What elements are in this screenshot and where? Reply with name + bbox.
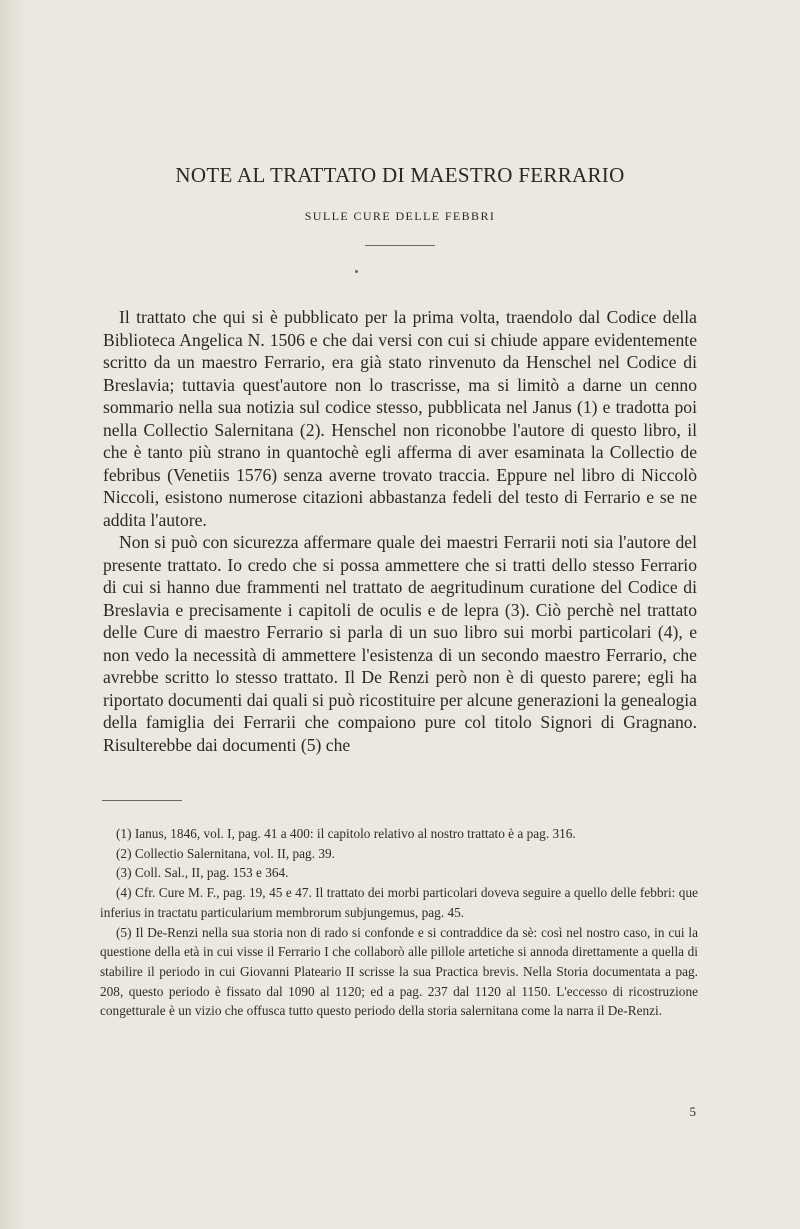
- footnote: (4) Cfr. Cure M. F., pag. 19, 45 e 47. Il trattato dei morbi particolari doveva seguire a quello delle febbri: que inferius in tractatu particularium membrorum subjungemus, pag. 45.: [100, 885, 698, 920]
- main-text: [103, 306, 697, 756]
- footnote: (2) Collectio Salernitana, vol. II, pag. 39.: [116, 845, 335, 861]
- title-divider: [365, 245, 435, 246]
- footnote: (1) Ianus, 1846, vol. I, pag. 41 a 400: il capitolo relativo al nostro trattato è a pag. 316.: [116, 826, 576, 841]
- footnote: (3) Coll. Sal., II, pag. 153 e 364.: [116, 865, 289, 881]
- paragraph: Il trattato che qui si è pubblicato per la prima volta, traendolo dal Codice della Biblioteca Angelica N. 1506 e che dai versi con cui si chiude appare evidentemente scritto da un maestro Ferrario, era già stato rinvenuto da Henschel nel Codice di Breslavia; tuttavia quest'autore non lo trascrisse, ma si limitò a darne un cenno sommario nella sua notizia sul codice stesso, pubblicata nel Janus (1) e tradotta poi nella Collectio Salernitana (2). Henschel non riconobbe l'autore di questo libro, il che è tanto più strano in quantochè egli afferma di aver esaminata la Collectio de febribus (Venetiis 1576) senza averne trovato traccia. Eppure nel libro di Niccolò Niccoli, esistono numerose citazioni abbastanza fedeli del testo di Ferrario e se ne addita l'autore.: [103, 307, 697, 530]
- page-number: 5: [689, 1104, 696, 1119]
- footnotes: [100, 824, 698, 1021]
- page-subtitle: SULLE CURE DELLE FEBBRI: [304, 209, 496, 223]
- paragraph: Non si può con sicurezza affermare quale dei maestri Ferrarii noti sia l'autore del presente trattato. Io credo che si possa ammettere che si tratti dello stesso Ferrario di cui si hanno due frammenti nel trattato de aegritudinum curatione del Codice di Breslavia e precisamente i capitoli de oculis e de lepra (3). Ciò perchè nel trattato delle Cure di maestro Ferrario si parla di un suo libro sui morbi particolari (4), e non vedo la necessità di ammettere l'esistenza di un secondo maestro Ferrario, che avrebbe scritto lo stesso trattato. Il De Renzi però non è di questo parere; egli ha riportato documenti dai quali si può ricostituire per alcune generazioni la genealogia della famiglia dei Ferrarii che compaiono pure col titolo Signori di Gragnano. Risulterebbe dai documenti (5) che: [103, 532, 697, 755]
- footnote-divider: [102, 800, 182, 801]
- ornament-dot: [355, 270, 358, 273]
- footnote: (5) Il De-Renzi nella sua storia non di rado si confonde e si contraddice da sè: così nel nostro caso, in cui la questione della età in cui visse il Ferrario I che collaborò alle pillole artetiche si annoda direttamente a quella di stabilire il periodo in cui Giovanni Plateario II scrisse la sua Practica brevis. Nella Storia documentata a pag. 208, questo periodo è fissato dal 1090 al 1120; ed a pag. 237 dal 1120 al 1150. L'eccesso di ricostruzione congetturale è un vizio che offusca tutto questo periodo della storia salernitana come la narra il De-Renzi.: [100, 924, 698, 1019]
- page-title: NOTE AL TRATTATO DI MAESTRO FERRARIO: [175, 163, 625, 187]
